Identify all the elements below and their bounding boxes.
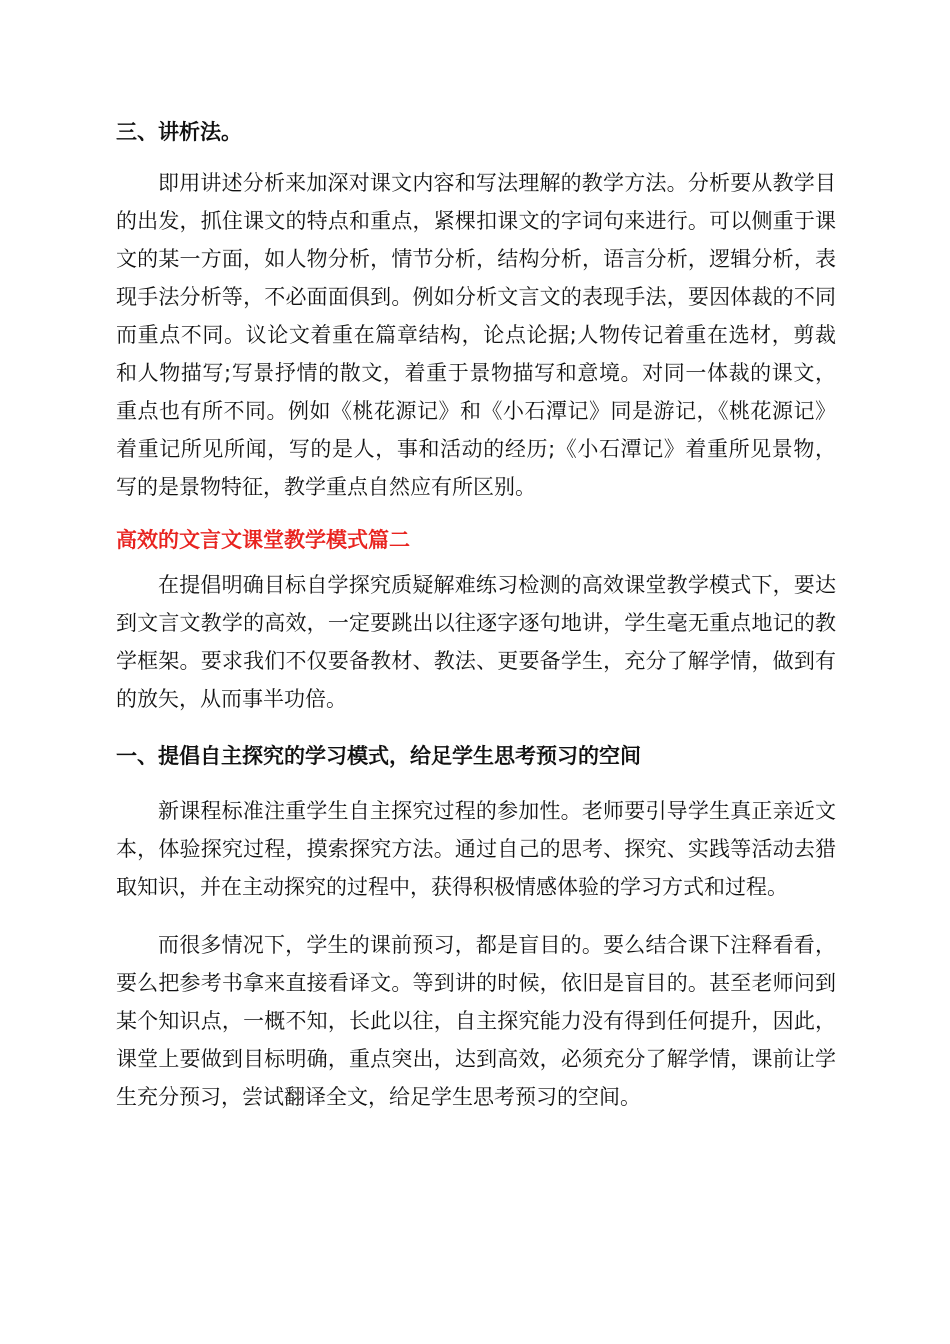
part-title-pian-er: 高效的文言文课堂教学模式篇二 <box>116 528 410 552</box>
document-content <box>116 108 836 1116</box>
paragraph-zizhu-tanjiu-1: 新课程标准注重学生自主探究过程的参加性。老师要引导学生真正亲近文本，体验探究过程，摸索探究方法。通过自己的思考、探究、实践等活动去猎取知识，并在主动探究的过程中，获得积极情感体验的学习方式和过程。 <box>116 799 836 899</box>
paragraph-jiangxifa: 即用讲述分析来加深对课文内容和写法理解的教学方法。分析要从教学目的出发，抓住课文的特点和重点，紧棵扣课文的字词句来进行。可以侧重于课文的某一方面，如人物分析，情节分析，结构分析，语言分析，逻辑分析，表现手法分析等，不必面面俱到。例如分析文言文的表现手法，要因体裁的不同而重点不同。议论文着重在篇章结构，论点论据;人物传记着重在选材，剪裁和人物描写;写景抒情的散文，着重于景物描写和意境。对同一体裁的课文，重点也有所不同。例如《桃花源记》和《小石潭记》同是游记，《桃花源记》着重记所见所闻，写的是人，事和活动的经历;《小石潭记》着重所见景物，写的是景物特征，教学重点自然应有所区别。 <box>116 171 836 499</box>
section-heading-zizhu-tanjiu: 一、提倡自主探究的学习模式，给足学生思考预习的空间 <box>116 744 641 768</box>
paragraph-intro: 在提倡明确目标自学探究质疑解难练习检测的高效课堂教学模式下，要达到文言文教学的高效，一定要跳出以往逐字逐句地讲，学生毫无重点地记的教学框架。要求我们不仅要备教材、教法、更要备学生，充分了解学情，做到有的放矢，从而事半功倍。 <box>116 573 836 711</box>
section-heading-jiangxifa: 三、讲析法。 <box>116 120 242 144</box>
paragraph-zizhu-tanjiu-2: 而很多情况下，学生的课前预习，都是盲目的。要么结合课下注释看看，要么把参考书拿来直接看译文。等到讲的时候，依旧是盲目的。甚至老师问到某个知识点，一概不知，长此以往，自主探究能力没有得到任何提升，因此，课堂上要做到目标明确，重点突出，达到高效，必须充分了解学情，课前让学生充分预习，尝试翻译全文，给足学生思考预习的空间。 <box>116 933 836 1109</box>
